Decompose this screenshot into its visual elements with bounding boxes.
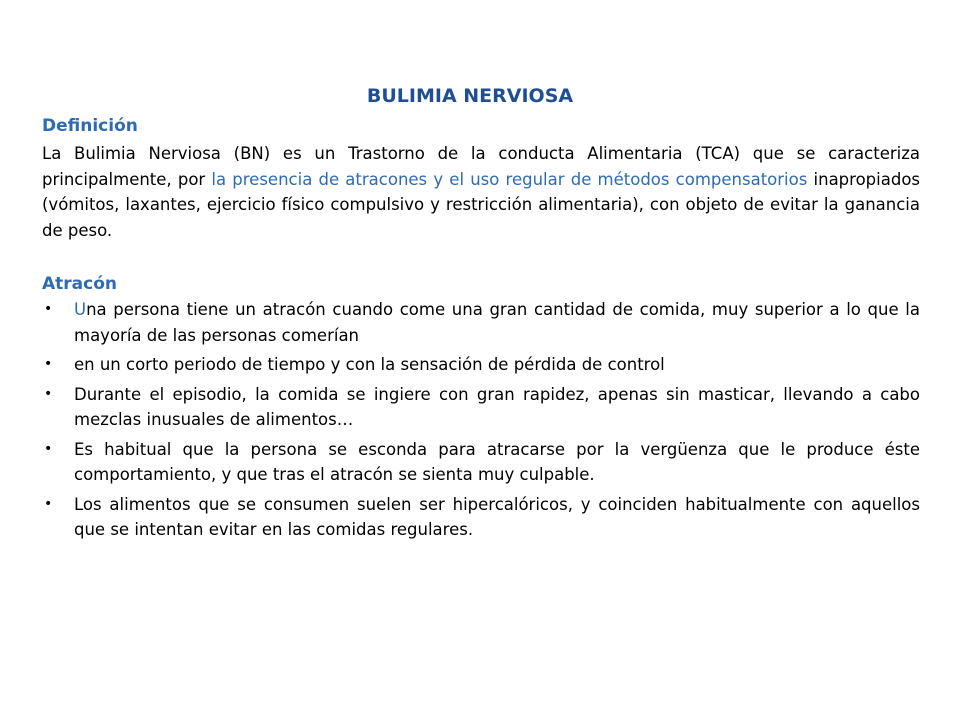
atracon-heading: Atracón	[42, 274, 117, 294]
bullet-item	[42, 437, 920, 488]
atracon-bullet-list	[42, 297, 920, 547]
definition-heading: Definición	[42, 116, 138, 136]
bullet-icon: •	[44, 440, 53, 457]
bullet-icon: •	[44, 301, 53, 317]
bullet-item	[42, 352, 920, 378]
definition-text-end: inapropiados (vómitos, laxantes, ejercicio físico compulsivo y restricción alimentaria), con objeto de evitar la ganancia de peso.	[42, 169, 921, 240]
definition-text-start: La Bulimia Nerviosa (BN) es un Trastorno de la conducta Alimentaria (TCA) que se caracteriza principalmente, por	[42, 144, 920, 189]
bullet-item	[42, 382, 920, 433]
bullet-icon: •	[44, 385, 53, 402]
bullet-text: en un corto periodo de tiempo y con la sensación de pérdida de control	[74, 355, 665, 374]
bullet-text: Los alimentos que se consumen suelen ser hipercalóricos, y coinciden habitualmente con aquellos que se intentan evitar en las comidas regulares.	[74, 494, 920, 539]
bullet-icon: •	[44, 356, 53, 372]
bullet-icon: •	[44, 495, 53, 512]
slide-title: BULIMIA NERVIOSA	[366, 85, 574, 107]
bullet-text: Durante el episodio, la comida se ingiere con gran rapidez, apenas sin masticar, llevando a cabo mezclas inusuales de alimentos…	[74, 384, 920, 429]
bullet-text: na persona tiene un atracón cuando come una gran cantidad de comida, muy superior a lo que la mayoría de las personas comerían	[74, 300, 920, 345]
bullet-first-letter: U	[74, 300, 87, 319]
bullet-item	[42, 492, 920, 543]
bullet-item	[42, 297, 920, 348]
definition-highlight: la presencia de atracones y el uso regular de métodos compensatorios	[211, 169, 808, 189]
bullet-text: Es habitual que la persona se esconda para atracarse por la vergüenza que le produce éste comportamiento, y que tras el atracón se sienta muy culpable.	[74, 439, 920, 484]
definition-paragraph	[42, 141, 920, 243]
